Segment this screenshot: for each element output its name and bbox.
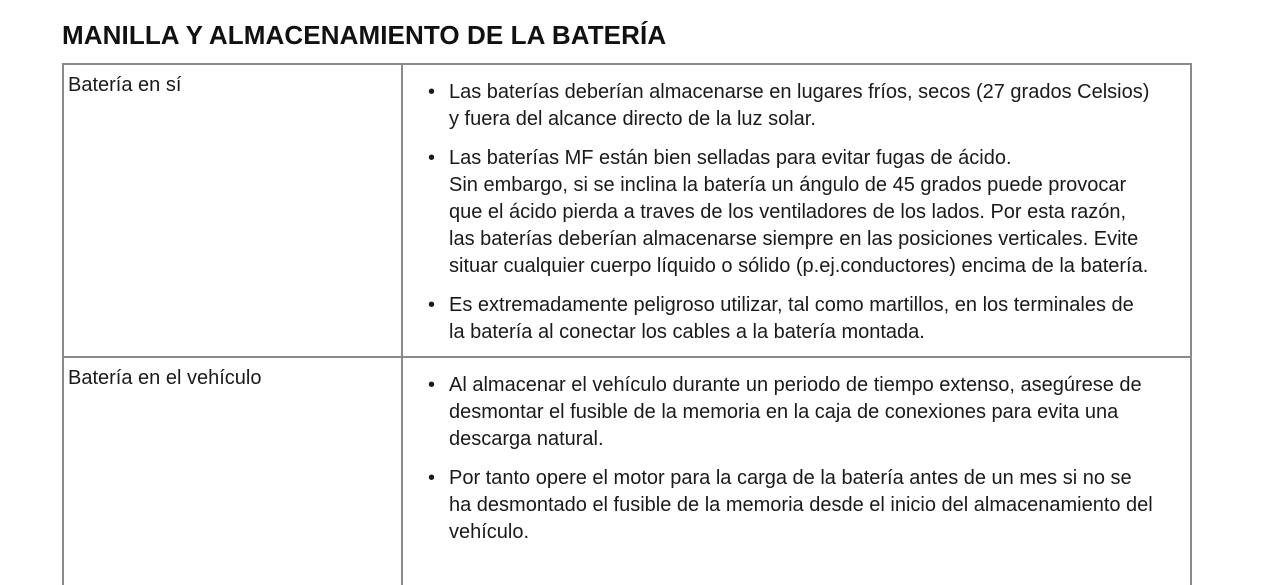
table-border [1190, 65, 1192, 356]
list-item-text: Es extremadamente peligroso utilizar, tal como martillos, en los terminales de la batería al conectar los cables a la batería montada. [449, 294, 1134, 343]
table-border [62, 65, 64, 356]
bullet-icon: • [428, 467, 436, 489]
table-border [1190, 358, 1192, 585]
list-item-text: Al almacenar el vehículo durante un periodo de tiempo extenso, asegúrese de desmontar el fusible de la memoria en la caja de conexiones para evita una descarga natural. [449, 374, 1142, 450]
table-border [62, 358, 64, 585]
bullet-icon: • [428, 81, 436, 103]
bullet-icon: • [428, 147, 436, 169]
list-item-text: Las baterías deberían almacenarse en lugares fríos, secos (27 grados Celsios) y fuera del alcance directo de la luz solar. [449, 81, 1150, 130]
list-item [428, 79, 1188, 133]
list-item [428, 465, 1188, 546]
bullet-list [428, 79, 1188, 358]
list-item-text: Las baterías MF están bien selladas para evitar fugas de ácido. Sin embargo, si se inclina la batería un ángulo de 45 grados puede provocar que el ácido pierda a traves de los ventiladores de los lados. Por esta razón, las baterías deberían almacenarse siempre en las posiciones verticales. Evite situar cualquier cuerpo líquido o sólido (p.ej.conductores) encima de la batería. [449, 147, 1149, 277]
table-border [401, 358, 403, 585]
list-item [428, 145, 1188, 280]
battery-info-table [62, 63, 1192, 583]
list-item [428, 372, 1188, 453]
list-item [428, 292, 1188, 346]
bullet-icon: • [428, 294, 436, 316]
list-item-text: Por tanto opere el motor para la carga de la batería antes de un mes si no se ha desmontado el fusible de la memoria desde el inicio del almacenamiento del vehículo. [449, 467, 1153, 543]
table-row [62, 358, 1192, 585]
bullet-icon: • [428, 374, 436, 396]
bullet-list [428, 372, 1188, 558]
row-label: Batería en el vehículo [68, 367, 262, 389]
row-label: Batería en sí [68, 74, 182, 96]
table-border [401, 65, 403, 356]
table-row [62, 65, 1192, 358]
page-title: MANILLA Y ALMACENAMIENTO DE LA BATERÍA [62, 20, 667, 50]
